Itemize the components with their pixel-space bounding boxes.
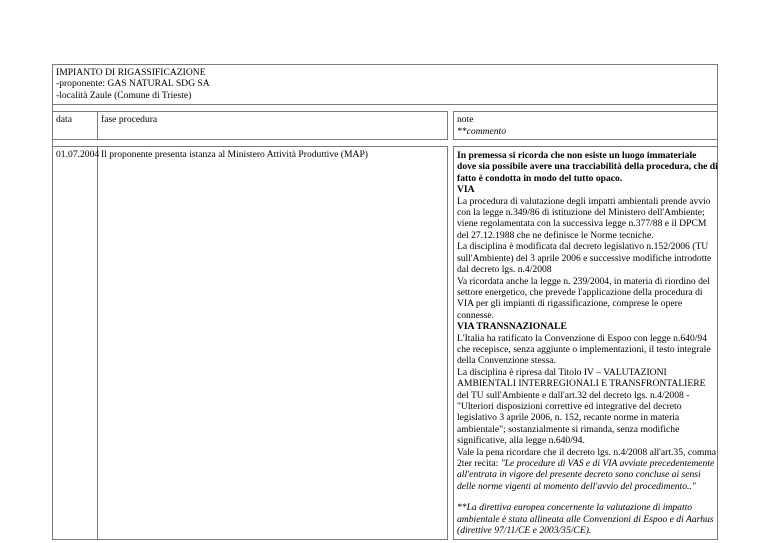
note-line — [457, 184, 714, 195]
header-row — [53, 65, 718, 105]
note-line — [457, 412, 714, 423]
note-line — [457, 207, 714, 218]
note-line — [457, 378, 714, 389]
note-line-text: **La direttiva europea concernente la valutazione di impatto — [457, 502, 693, 514]
gap-row — [53, 105, 718, 112]
document-page — [52, 64, 717, 540]
note-line-text: VIA per gli impianti di rigassificazione, comprese le opere — [457, 298, 683, 310]
note-line — [457, 287, 714, 298]
note-line — [457, 469, 714, 480]
note-line-text: all'entrata in vigore del presente decreto sono concluse ai sensi — [457, 469, 701, 481]
column-header-phase: fase procedura — [98, 112, 448, 140]
note-line-quote: "Le procedure di VAS e di VIA avviate precedentemente — [500, 458, 715, 469]
note-line-text: viene regolamentata con la successiva legge n.377/88 e il DPCM — [457, 218, 707, 230]
note-line — [457, 173, 714, 184]
note-line-text: VIA — [457, 184, 475, 196]
note-line — [457, 310, 714, 321]
note-line — [457, 253, 714, 264]
note-line — [457, 401, 714, 412]
note-line — [457, 355, 714, 366]
note-line-text: ambientale"; sostanzialmente si rimanda, senza modifiche — [457, 423, 680, 435]
note-line — [457, 481, 714, 492]
procedure-table — [52, 64, 718, 540]
proponent-line: -proponente: GAS NATURAL SDG SA — [56, 78, 210, 90]
note-line-text: La procedura di valutazione degli impatti ambientali prende avvio — [457, 195, 711, 207]
note-line — [457, 458, 714, 469]
column-header-note-label: note — [457, 114, 474, 126]
note-line-text: legislativo 3 aprile 2006, n. 152, recante norme in materia — [457, 412, 680, 424]
note-line-text: dal decreto lgs. n.4/2008 — [457, 264, 552, 276]
note-line — [457, 161, 718, 173]
table-row — [53, 147, 718, 540]
note-line-text: Va ricordata anche la legge n. 239/2004, in materia di riordino del — [457, 275, 710, 287]
note-line — [457, 333, 714, 344]
note-line — [457, 150, 714, 161]
note-line — [457, 424, 714, 435]
note-line-text: In premessa si ricorda che non esiste un luogo immateriale — [457, 150, 697, 162]
note-line-text: La disciplina è ripresa dal Titolo IV – VALUTAZIONI — [457, 366, 667, 378]
note-line — [457, 241, 714, 252]
note-line-text: L'Italia ha ratificato la Convenzione di Espoo con legge n.640/94 — [457, 332, 708, 344]
header-cell — [53, 65, 718, 105]
gap-row — [53, 140, 718, 147]
note-line-text: connesse. — [457, 309, 495, 321]
note-line-text: che recepisce, senza aggiunte o implementazioni, il testo integrale — [457, 343, 711, 355]
note-line — [457, 230, 714, 241]
note-line-text: 2ter recita: — [457, 458, 501, 469]
column-header-date: data — [53, 112, 98, 140]
note-line — [457, 367, 714, 378]
row-phase: Il proponente presenta istanza al Ministero Attività Produttive (MAP) — [98, 147, 448, 540]
column-header-row — [53, 112, 718, 140]
note-line — [457, 218, 714, 229]
note-line-text: con la legge n.349/86 di istituzione del Ministero dell'Ambiente; — [457, 207, 705, 219]
note-line — [457, 321, 714, 332]
document-title: IMPIANTO DI RIGASSIFICAZIONE — [56, 67, 206, 78]
note-line-text: "Ulteriori disposizioni correttive ed integrative del decreto — [457, 400, 682, 412]
note-line-text: La disciplina è modificata dal decreto legislativo n.152/2006 (TU — [457, 241, 709, 253]
note-line-text: settore energetico, che prevede l'applicazione della procedura di — [457, 286, 703, 298]
note-line-text: Vale la pena ricordare che il decreto lgs. n.4/2008 all'art.35, comma — [457, 446, 717, 458]
note-line — [457, 276, 714, 287]
note-line — [457, 390, 714, 401]
row-date: 01.07.2004 — [53, 147, 98, 540]
note-spacer — [457, 492, 714, 502]
location-line: -località Zaule (Comune di Trieste) — [56, 89, 192, 101]
note-line-text: sull'Ambiente) del 3 aprile 2006 e successive modifiche introdotte — [457, 252, 712, 264]
note-line-text: del 27.12.1988 che ne definisce le Norme tecniche. — [457, 229, 654, 241]
note-line-text: dove sia possibile avere una tracciabilità della procedura, che di — [457, 161, 718, 173]
note-line-text: delle norme vigenti al momento dell'avvio del procedimento.." — [457, 480, 696, 492]
note-line — [457, 446, 717, 458]
note-line-text: VIA TRANSNAZIONALE — [457, 321, 567, 333]
note-line — [457, 298, 714, 309]
note-line — [457, 502, 714, 513]
note-line-text: AMBIENTALI INTERREGIONALI E TRANSFRONTALIERE — [457, 378, 706, 390]
column-header-note — [454, 112, 718, 140]
note-line-text: fatto è condotta in modo del tutto opaco. — [457, 172, 623, 184]
note-line-text: ambientale è stata allineata alle Convenzioni di Espoo e di Aarhus — [457, 513, 714, 525]
note-line — [457, 196, 714, 207]
note-line — [457, 435, 714, 446]
note-line-text: del TU sull'Ambiente e dall'art.32 del decreto lgs. n.4/2008 - — [457, 389, 690, 401]
note-line-text: della Convenzione stessa. — [457, 355, 556, 367]
note-line — [457, 525, 714, 536]
row-note — [454, 147, 718, 540]
note-line — [457, 264, 714, 275]
note-line-text: (direttive 97/11/CE e 2003/35/CE). — [457, 525, 592, 537]
note-line — [457, 514, 714, 525]
note-line-text: significative, alla legge n.640/94. — [457, 435, 585, 447]
note-line — [457, 344, 714, 355]
column-header-comment-label: **commento — [457, 125, 507, 137]
